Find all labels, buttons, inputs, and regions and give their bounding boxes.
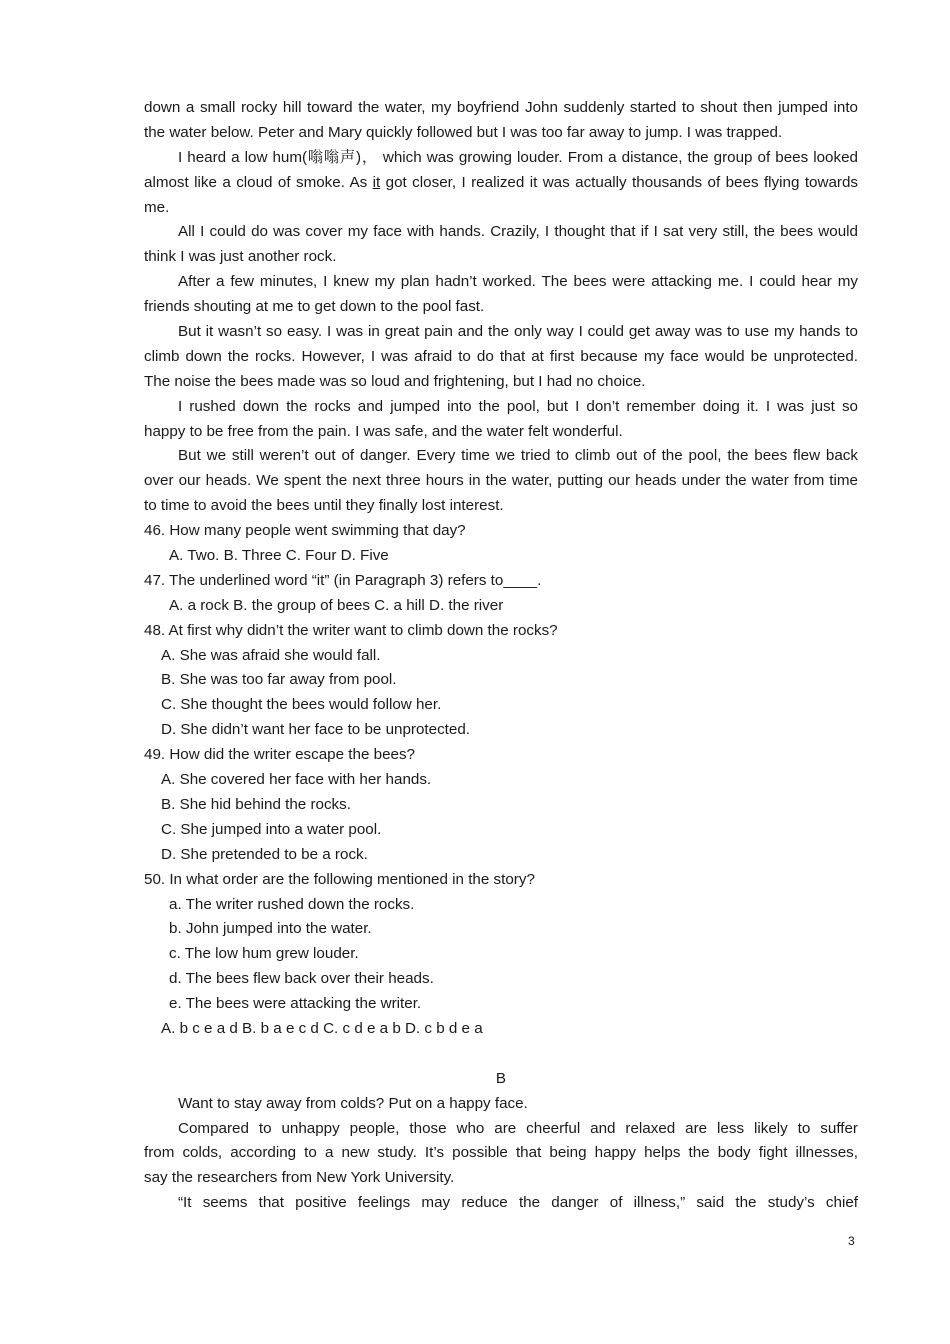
option-b: B. She hid behind the rocks. <box>161 795 351 813</box>
event-d: d. The bees flew back over their heads. <box>169 970 434 988</box>
question-50 <box>144 868 858 1042</box>
text-line: say the researchers from New York University. <box>144 1169 455 1187</box>
event-a: a. The writer rushed down the rocks. <box>169 895 415 913</box>
question-options: A. a rock B. the group of bees C. a hill D. the river <box>169 596 504 614</box>
passage-a <box>144 96 858 519</box>
spacer <box>144 1042 858 1067</box>
option-d: D. She didn’t want her face to be unprotected. <box>161 721 471 739</box>
question-stem: 46. How many people went swimming that day? <box>144 522 466 540</box>
event-e: e. The bees were attacking the writer. <box>169 995 422 1013</box>
text-line: I rushed down the rocks and jumped into the pool, but I don’t remember doing it. I was just so <box>178 397 858 415</box>
paragraph <box>144 220 858 270</box>
text-line: All I could do was cover my face with hands. Crazily, I thought that if I sat very still, the bees would <box>178 223 858 241</box>
question-49 <box>144 743 858 867</box>
text-line: The noise the bees made was so loud and frightening, but I had no choice. <box>144 372 646 390</box>
option-a: A. She was afraid she would fall. <box>161 646 381 664</box>
section-heading: B <box>495 1069 507 1087</box>
question-stem: 50. In what order are the following mentioned in the story? <box>144 870 535 888</box>
paragraph <box>144 320 858 395</box>
text-line: But we still weren’t out of danger. Every time we tried to climb out of the pool, the bees flew back <box>178 447 858 465</box>
question-stem: 47. The underlined word “it” (in Paragraph 3) refers to____. <box>144 571 542 589</box>
option-c: C. She jumped into a water pool. <box>161 820 382 838</box>
question-options: A. b c e a d B. b a e c d C. c d e a b D. c b d e a <box>161 1019 483 1037</box>
paragraph <box>144 146 858 221</box>
question-stem: 48. At first why didn’t the writer want to climb down the rocks? <box>144 621 558 639</box>
text-line: climb down the rocks. However, I was afraid to do that at first because my face would be unprotected. <box>144 347 858 365</box>
question-47 <box>144 569 858 619</box>
text-line: think I was just another rock. <box>144 248 337 266</box>
option-c: C. She thought the bees would follow her. <box>161 696 442 714</box>
text-line: down a small rocky hill toward the water, my boyfriend John suddenly started to shout then jumped into <box>144 99 858 116</box>
text-line: Compared to unhappy people, those who are cheerful and relaxed are less likely to suffer <box>178 1119 858 1137</box>
text-line <box>144 171 858 196</box>
paragraph <box>144 1191 858 1216</box>
text-line: “It seems that positive feelings may reduce the danger of illness,” said the study’s chief <box>178 1194 858 1212</box>
questions <box>144 519 858 1042</box>
text-line: happy to be free from the pain. I was safe, and the water felt wonderful. <box>144 422 623 440</box>
text-line: over our heads. We spent the next three hours in the water, putting our heads under the water from time <box>144 472 858 490</box>
text-line: After a few minutes, I knew my plan hadn’t worked. The bees were attacking me. I could hear my <box>178 273 858 291</box>
question-48 <box>144 619 858 743</box>
text-line: the water below. Peter and Mary quickly followed but I was too far away to jump. I was trapped. <box>144 123 783 141</box>
question-options: A. Two. B. Three C. Four D. Five <box>169 547 389 565</box>
text-line: from colds, according to a new study. It’s possible that being happy helps the body fight illnesses, <box>144 1144 858 1162</box>
paragraph <box>144 1117 858 1192</box>
document-body <box>144 96 858 1216</box>
paragraph <box>144 395 858 445</box>
underlined-word: it <box>372 173 381 191</box>
question-stem: 49. How did the writer escape the bees? <box>144 746 416 764</box>
paragraph <box>144 96 858 146</box>
text-line: me. <box>144 198 170 216</box>
event-c: c. The low hum grew louder. <box>169 945 359 963</box>
event-b: b. John jumped into the water. <box>169 920 372 938</box>
text-span: almost like a cloud of smoke. As <box>144 173 373 191</box>
paragraph <box>144 444 858 519</box>
text-line: to time to avoid the bees until they finally lost interest. <box>144 497 504 515</box>
paragraph <box>144 270 858 320</box>
option-d: D. She pretended to be a rock. <box>161 845 368 863</box>
page-number: 3 <box>848 1234 855 1248</box>
text-line: friends shouting at me to get down to the pool fast. <box>144 298 485 316</box>
text-span: got closer, I realized it was actually thousands of bees flying towards <box>380 173 858 191</box>
text-line: I heard a low hum(嗡嗡声)， which was growing louder. From a distance, the group of bees looked <box>178 148 858 166</box>
option-a: A. She covered her face with her hands. <box>161 771 432 789</box>
text-line: Want to stay away from colds? Put on a happy face. <box>178 1094 528 1112</box>
option-b: B. She was too far away from pool. <box>161 671 397 689</box>
question-46 <box>144 519 858 569</box>
text-line: But it wasn’t so easy. I was in great pain and the only way I could get away was to use my hands to <box>178 323 858 341</box>
passage-b <box>144 1067 858 1216</box>
